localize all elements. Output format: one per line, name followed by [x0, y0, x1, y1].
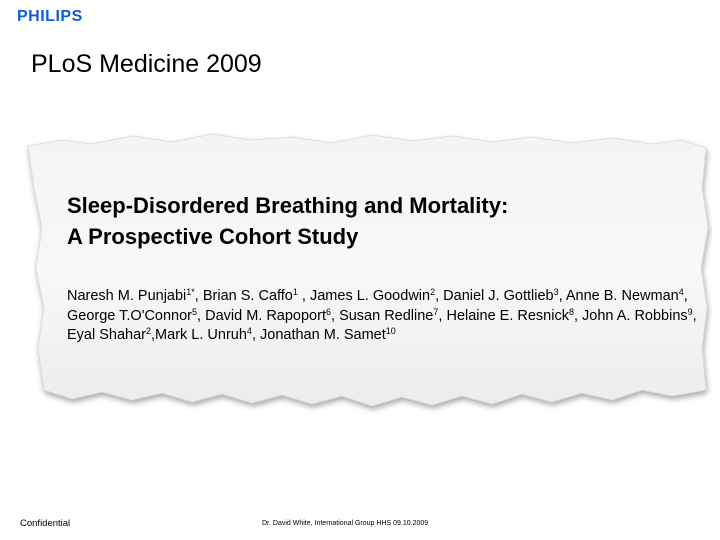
author-name: Jonathan M. Samet: [260, 327, 386, 343]
philips-logo: PHILIPS: [17, 8, 83, 25]
author: [582, 308, 697, 324]
author-name: Brian S. Caffo: [202, 288, 293, 304]
title-line-2: A Prospective Cohort Study: [67, 224, 359, 249]
author: [446, 308, 582, 324]
author: [566, 288, 688, 304]
author: [260, 327, 396, 343]
author-name: George T.O'Connor: [67, 307, 193, 324]
author-name: Mark L. Unruh: [155, 327, 247, 343]
author-name: Susan Redline: [339, 307, 434, 324]
author-affiliation: 7: [433, 306, 439, 317]
author: [67, 288, 203, 304]
author-affiliation: 4: [678, 287, 684, 297]
author-affiliation: 1*: [186, 287, 195, 297]
author-separator: ,: [558, 288, 566, 304]
author-separator: ,: [151, 327, 156, 343]
author-name: Daniel J. Gottlieb: [443, 288, 554, 304]
author-name: David M. Rapoport: [205, 307, 326, 324]
footer-credit: Dr. David White, International Group HHS 09.10.2009: [262, 520, 429, 527]
author-name: John A. Robbins: [582, 307, 688, 324]
author-separator: ,: [297, 288, 310, 304]
author: [67, 308, 205, 324]
author-affiliation: 2: [146, 326, 152, 336]
author-list: [67, 287, 697, 346]
author-affiliation: 5: [192, 306, 198, 317]
author-affiliation: 2: [430, 287, 436, 297]
torn-paper-card: [22, 128, 712, 413]
author: [339, 308, 446, 324]
author-affiliation: 6: [325, 306, 331, 317]
author-separator: ,: [573, 307, 583, 324]
author-name: Naresh M. Punjabi: [67, 288, 187, 304]
page-title: PLoS Medicine 2009: [31, 50, 262, 78]
author: [67, 327, 155, 343]
author: [205, 308, 339, 324]
author: [310, 288, 443, 304]
title-line-1: Sleep-Disordered Breathing and Mortality:: [67, 193, 509, 218]
author-separator: ,: [251, 327, 260, 343]
author-affiliation: 3: [553, 287, 559, 297]
author-name: Eyal Shahar: [67, 327, 146, 343]
author-name: Anne B. Newman: [565, 288, 679, 304]
author-separator: ,: [683, 288, 688, 304]
author: [443, 288, 566, 304]
author-separator: ,: [438, 307, 447, 324]
author-name: Helaine E. Resnick: [446, 307, 569, 324]
author-separator: ,: [331, 307, 340, 324]
author-separator: ,: [435, 288, 444, 304]
author: [203, 288, 310, 304]
author-name: James L. Goodwin: [309, 288, 431, 304]
author-affiliation: 9: [687, 306, 693, 317]
article-title: [67, 190, 687, 252]
author-separator: ,: [194, 288, 203, 304]
author-separator: ,: [692, 307, 697, 324]
author-affiliation: 1: [292, 287, 298, 297]
author-separator: ,: [197, 307, 206, 324]
author-affiliation: 4: [246, 326, 252, 336]
author-affiliation: 8: [568, 306, 574, 317]
author: [155, 327, 260, 343]
footer-confidential: Confidential: [20, 518, 71, 529]
author-affiliation: 10: [385, 326, 396, 336]
torn-paper-shape: [22, 128, 712, 413]
